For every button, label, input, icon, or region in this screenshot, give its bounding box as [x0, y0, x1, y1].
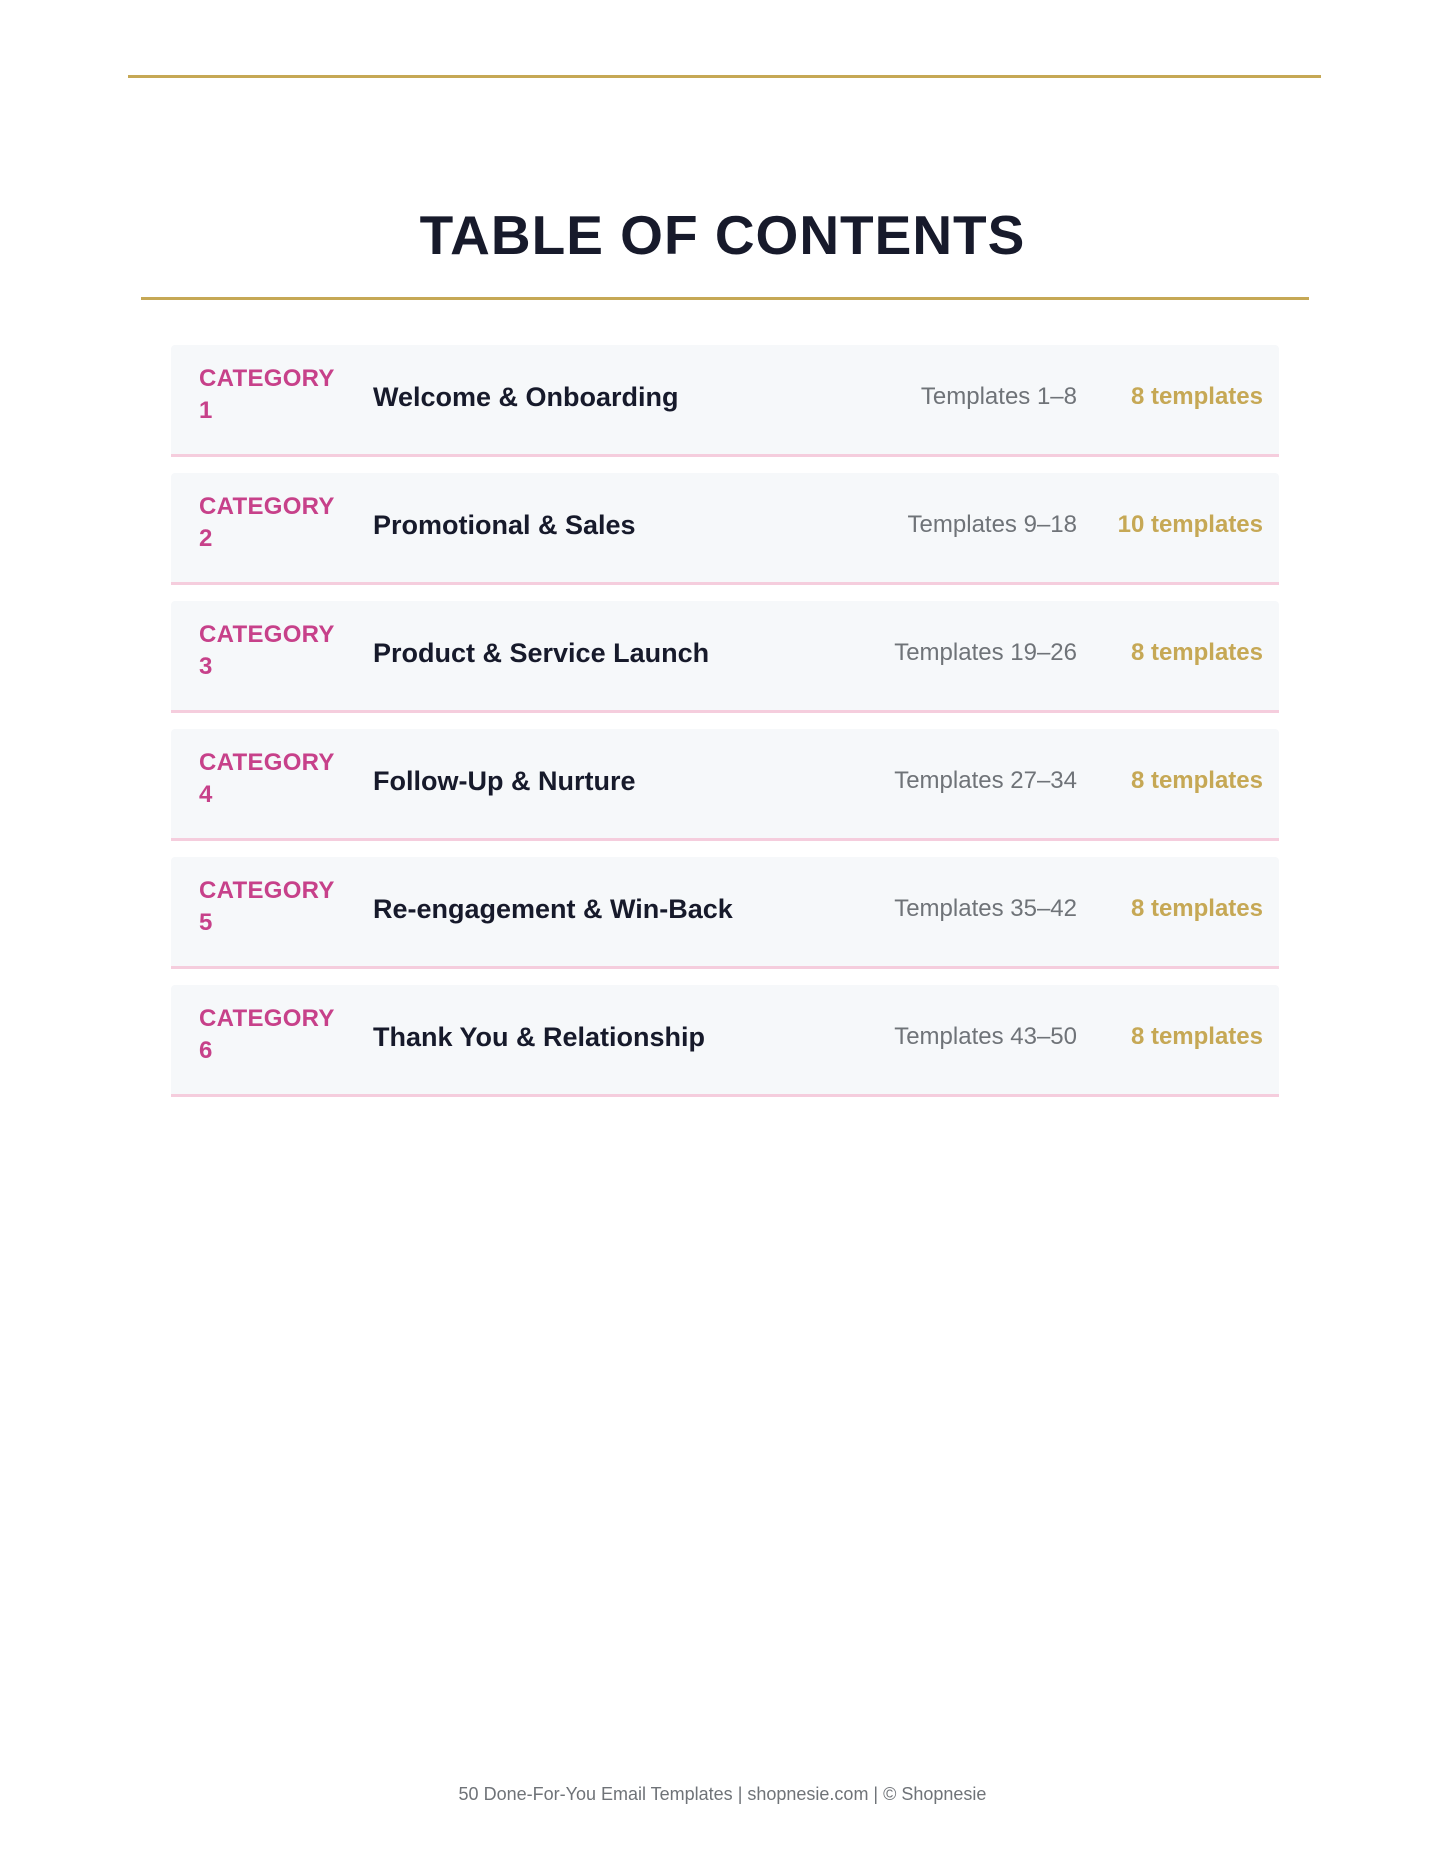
category-label: CATEGORY 3	[199, 621, 335, 680]
template-range: Templates 9–18	[907, 511, 1077, 538]
page-title: TABLE OF CONTENTS	[419, 204, 1026, 266]
template-range: Templates 1–8	[920, 383, 1077, 410]
page-footer: 50 Done-For-You Email Templates | shopnesie.com | © Shopnesie	[458, 1784, 987, 1804]
category-name: Re-engagement & Win-Back	[373, 894, 733, 924]
toc-row-category-2[interactable]	[171, 473, 1279, 585]
toc-row-category-4[interactable]	[171, 729, 1279, 841]
toc-row-category-3[interactable]	[171, 601, 1279, 713]
template-count: 8 templates	[1130, 383, 1263, 410]
toc-row-category-1[interactable]	[171, 345, 1279, 457]
template-count: 8 templates	[1130, 767, 1263, 794]
category-label: CATEGORY 5	[199, 877, 335, 936]
toc-row-category-6[interactable]	[171, 985, 1279, 1097]
template-count: 8 templates	[1130, 895, 1263, 922]
template-range: Templates 27–34	[894, 767, 1077, 794]
top-divider	[128, 75, 1321, 78]
category-label: CATEGORY 4	[199, 749, 335, 808]
category-name: Thank You & Relationship	[373, 1022, 706, 1052]
template-range: Templates 19–26	[894, 639, 1077, 666]
category-name: Follow-Up & Nurture	[373, 766, 636, 796]
title-divider	[141, 297, 1309, 300]
category-name: Promotional & Sales	[373, 510, 636, 540]
toc-row-category-5[interactable]	[171, 857, 1279, 969]
category-label: CATEGORY 6	[199, 1005, 335, 1064]
category-label: CATEGORY 1	[199, 365, 335, 424]
category-name: Product & Service Launch	[373, 638, 710, 668]
toc-list	[171, 345, 1279, 1113]
template-range: Templates 43–50	[894, 1023, 1077, 1050]
template-count: 8 templates	[1130, 1023, 1263, 1050]
category-name: Welcome & Onboarding	[373, 382, 679, 412]
template-count: 10 templates	[1117, 511, 1263, 538]
template-range: Templates 35–42	[894, 895, 1077, 922]
template-count: 8 templates	[1130, 639, 1263, 666]
category-label: CATEGORY 2	[199, 493, 335, 552]
